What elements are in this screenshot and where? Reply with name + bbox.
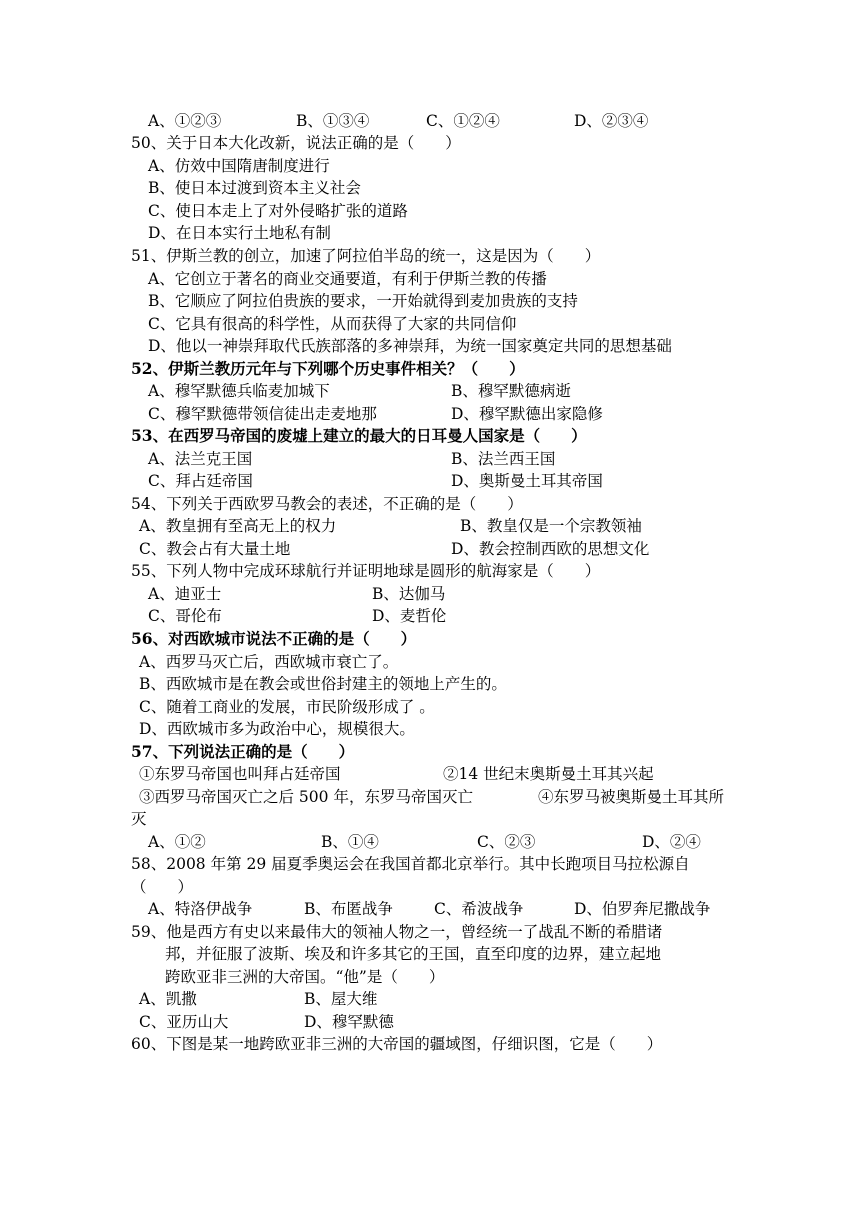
q57-item-3: ③西罗马帝国灭亡之后 500 年，东罗马帝国灭亡 bbox=[139, 788, 473, 806]
q55-stem: 55、下列人物中完成环球航行并证明地球是圆形的航海家是（ ） bbox=[131, 562, 601, 580]
q51-stem: 51、伊斯兰教的创立，加速了阿拉伯半岛的统一，这是因为（ ） bbox=[131, 247, 601, 265]
q50-option-c: C、使日本走上了对外侵略扩张的道路 bbox=[148, 202, 408, 220]
q56-stem: 56、对西欧城市说法不正确的是（ ） bbox=[131, 629, 417, 648]
q51-option-a: A、它创立于著名的商业交通要道，有利于伊斯兰教的传播 bbox=[148, 270, 547, 288]
q54-option-c: C、教会占有大量土地 bbox=[139, 540, 291, 558]
q51-option-b: B、它顺应了阿拉伯贵族的要求，一开始就得到麦加贵族的支持 bbox=[148, 292, 578, 310]
q56-option-b: B、西欧城市是在教会或世俗封建主的领地上产生的。 bbox=[139, 675, 507, 693]
q59-stem-line2: 邦，并征服了波斯、埃及和许多其它的王国，直至印度的边界，建立起地 bbox=[165, 945, 662, 963]
q52-option-a: A、穆罕默德兵临麦加城下 bbox=[148, 382, 330, 400]
q54-option-b: B、教皇仅是一个宗教领袖 bbox=[460, 517, 642, 535]
q49-option-a: A、①②③ bbox=[148, 112, 222, 130]
q54-option-a: A、教皇拥有至高无上的权力 bbox=[139, 517, 337, 535]
q49-option-d: D、②③④ bbox=[574, 112, 649, 130]
q59-option-b: B、屋大维 bbox=[304, 990, 378, 1008]
q57-stem: 57、下列说法正确的是（ ） bbox=[131, 742, 355, 761]
q49-option-c: C、①②④ bbox=[426, 112, 500, 130]
q57-option-a: A、①② bbox=[148, 833, 206, 851]
q57-item-1: ①东罗马帝国也叫拜占廷帝国 bbox=[139, 765, 341, 783]
q57-option-c: C、②③ bbox=[477, 833, 536, 851]
q52-option-b: B、穆罕默德病逝 bbox=[451, 382, 571, 400]
q54-stem: 54、下列关于西欧罗马教会的表述，不正确的是（ ） bbox=[131, 495, 523, 513]
q59-option-c: C、亚历山大 bbox=[139, 1013, 229, 1031]
q52-stem: 52、伊斯兰教历元年与下列哪个历史事件相关？（ ） bbox=[131, 359, 525, 378]
q59-stem-line1: 59、他是西方有史以来最伟大的领袖人物之一，曾经统一了战乱不断的希腊诸 bbox=[131, 923, 663, 941]
q50-option-d: D、在日本实行土地私有制 bbox=[148, 224, 331, 242]
q49-option-b: B、①③④ bbox=[296, 112, 370, 130]
q55-option-b: B、达伽马 bbox=[372, 585, 446, 603]
q59-stem-line3: 跨欧亚非三洲的大帝国。“他”是（ ） bbox=[165, 968, 445, 986]
q59-option-a: A、凯撒 bbox=[139, 990, 197, 1008]
q58-option-a: A、特洛伊战争 bbox=[148, 900, 253, 918]
q58-option-d: D、伯罗奔尼撒战争 bbox=[574, 900, 711, 918]
q53-option-c: C、拜占廷帝国 bbox=[148, 472, 253, 490]
q52-option-d: D、穆罕默德出家隐修 bbox=[451, 405, 603, 423]
q58-stem-line2: （ ） bbox=[131, 878, 194, 896]
q58-stem-line1: 58、2008 年第 29 届夏季奥运会在我国首都北京举行。其中长跑项目马拉松源自 bbox=[131, 855, 690, 873]
q51-option-c: C、它具有很高的科学性，从而获得了大家的共同信仰 bbox=[148, 315, 517, 333]
q57-option-d: D、②④ bbox=[642, 833, 701, 851]
q57-item-4: ④东罗马被奥斯曼土耳其所 bbox=[538, 788, 725, 806]
q57-option-b: B、①④ bbox=[321, 833, 379, 851]
q57-item-4-wrap: 灭 bbox=[131, 810, 147, 828]
q52-option-c: C、穆罕默德带领信徒出走麦地那 bbox=[148, 405, 377, 423]
q53-stem: 53、在西罗马帝国的废墟上建立的最大的日耳曼人国家是（ ） bbox=[131, 426, 587, 445]
q51-option-d: D、他以一神崇拜取代氏族部落的多神崇拜，为统一国家奠定共同的思想基础 bbox=[148, 337, 672, 355]
q55-option-c: C、哥伦布 bbox=[148, 607, 222, 625]
q59-option-d: D、穆罕默德 bbox=[304, 1013, 394, 1031]
q60-stem: 60、下图是某一地跨欧亚非三洲的大帝国的疆域图，仔细识图，它是（ ） bbox=[131, 1035, 663, 1053]
q53-option-d: D、奥斯曼土耳其帝国 bbox=[451, 472, 603, 490]
q54-option-d: D、教会控制西欧的思想文化 bbox=[451, 540, 650, 558]
q56-option-a: A、西罗马灭亡后，西欧城市衰亡了。 bbox=[139, 653, 399, 671]
q55-option-a: A、迪亚士 bbox=[148, 585, 222, 603]
q57-item-2: ②14 世纪末奥斯曼土耳其兴起 bbox=[443, 765, 654, 783]
q55-option-d: D、麦哲伦 bbox=[372, 607, 447, 625]
q53-option-b: B、法兰西王国 bbox=[451, 450, 556, 468]
q50-stem: 50、关于日本大化改新，说法正确的是（ ） bbox=[131, 134, 461, 152]
q50-option-a: A、仿效中国隋唐制度进行 bbox=[148, 157, 330, 175]
q56-option-c: C、随着工商业的发展，市民阶级形成了 。 bbox=[139, 698, 435, 716]
q58-option-b: B、布匿战争 bbox=[304, 900, 393, 918]
q53-option-a: A、法兰克王国 bbox=[148, 450, 253, 468]
q58-option-c: C、希波战争 bbox=[434, 900, 524, 918]
q56-option-d: D、西欧城市多为政治中心，规模很大。 bbox=[139, 720, 415, 738]
q50-option-b: B、使日本过渡到资本主义社会 bbox=[148, 179, 361, 197]
